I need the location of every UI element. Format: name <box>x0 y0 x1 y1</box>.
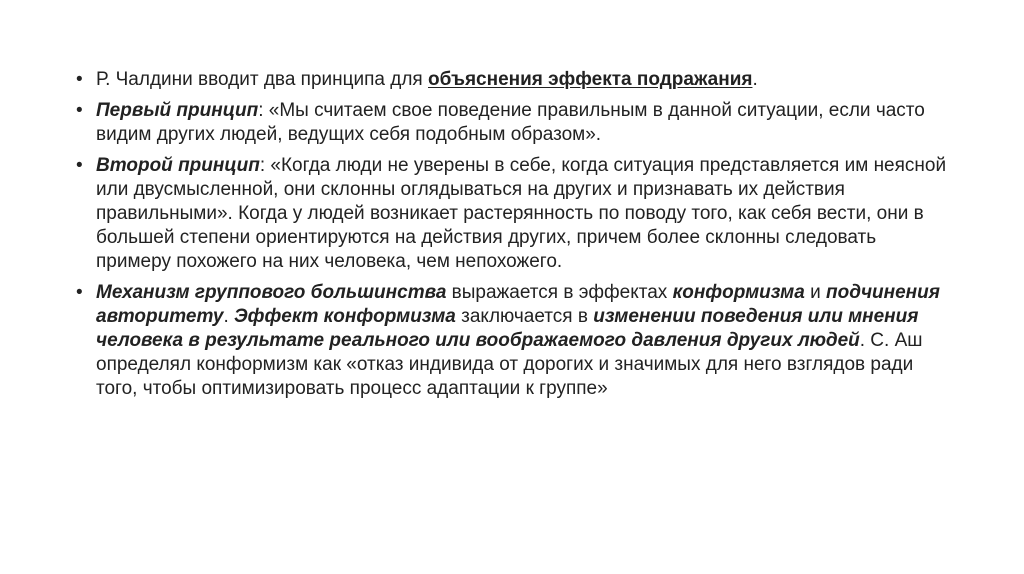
bullet-text: заключается в <box>455 306 594 327</box>
bullet-dot-icon: • <box>76 69 83 90</box>
bullet-emphasis: Механизм группового большинства <box>96 282 447 303</box>
bullet-emphasis: объяснения эффекта подражания <box>428 69 753 90</box>
bullet-dot-icon: • <box>76 100 83 121</box>
bullet-text: : «Когда люди не уверены в себе, когда ситуация представляется им неясной или двусмысленной, они склонны оглядываться на других и признавать их действия правильными». Когда у людей возникает растерянность по поводу того, как себя вести, они в большей степени ориентируются на действия других, причем более склонны следовать примеру похожего на них человека, чем непохожего. <box>96 155 947 272</box>
bullet-emphasis: изменении поведения или мнения человека в результате реального или воображаемого давления других людей <box>96 306 919 351</box>
bullet-text: и <box>804 282 826 303</box>
bullet-item <box>72 154 952 274</box>
bullet-text: . <box>223 306 235 327</box>
bullet-dot-icon: • <box>76 282 83 303</box>
bullet-text: выражается в эффектах <box>446 282 673 303</box>
bullet-item <box>72 68 952 92</box>
bullet-text: : «Мы считаем свое поведение правильным в данной ситуации, если часто видим других людей, ведущих себя подобным образом». <box>96 100 925 145</box>
bullet-emphasis: Первый принцип <box>96 100 259 121</box>
bullet-emphasis: Второй принцип <box>96 155 260 176</box>
bullet-emphasis: Эффект конформизма <box>234 306 456 327</box>
bullet-list <box>72 68 952 408</box>
bullet-item <box>72 281 952 401</box>
bullet-emphasis: подчинения авторитету <box>96 282 940 327</box>
bullet-text: . <box>752 69 758 90</box>
bullet-text: Р. Чалдини вводит два принципа для <box>96 69 428 90</box>
bullet-dot-icon: • <box>76 155 83 176</box>
bullet-emphasis: конформизма <box>672 282 805 303</box>
bullet-text: . С. Аш определял конформизм как «отказ индивида от дорогих и значимых для него взглядов ради того, чтобы оптимизировать процесс адаптации к группе» <box>96 330 923 399</box>
bullet-item <box>72 99 952 147</box>
